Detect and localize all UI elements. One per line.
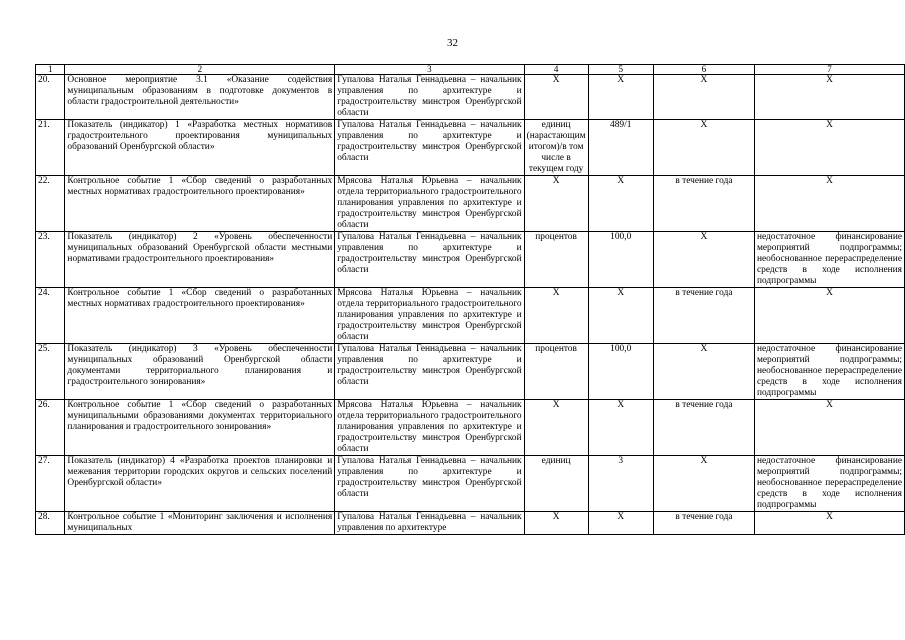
value-cell: 3 [588,456,653,512]
value-cell: Х [588,176,653,232]
deadline-cell: Х [653,75,754,120]
value-cell: 100,0 [588,232,653,288]
measure-name: Контрольное событие 1 «Сбор сведений о разработанных местных нормативах градостроительного проектирования» [65,288,335,344]
table-row [36,400,905,456]
unit-cell: единиц (нарастающим итогом)/в том числе в текущем году [524,120,588,176]
deadline-cell: Х [653,456,754,512]
risk-cell: Х [754,512,904,535]
risk-cell: Х [754,176,904,232]
value-cell: 489/1 [588,120,653,176]
deadline-cell: Х [653,232,754,288]
risk-cell: недостаточное финансирование мероприятий подпрограммы; необоснованное перераспределение средств в ходе исполнения подпрограммы [754,344,904,400]
risk-cell: Х [754,75,904,120]
measure-name: Контрольное событие 1 «Сбор сведений о разработанных муниципальными образованиями документах территориального планирования и градостроительного зонирования» [65,400,335,456]
measure-name: Показатель (индикатор) 4 «Разработка проектов планировки и межевания территории городских округов и сельских поселений Оренбургской области» [65,456,335,512]
measures-table [35,64,905,535]
row-number: 24. [36,288,65,344]
column-header: 1 [36,65,65,75]
unit-cell: Х [524,288,588,344]
measure-name: Основное мероприятие 3.1 «Оказание содействия муниципальным образованиям в подготовке документов в области градостроительной деятельности» [65,75,335,120]
risk-cell: Х [754,120,904,176]
deadline-cell: в течение года [653,512,754,535]
unit-cell: Х [524,176,588,232]
unit-cell: Х [524,400,588,456]
responsible-person: Гупалова Наталья Геннадьевна – начальник управления по архитектуре [335,512,524,535]
value-cell: 100,0 [588,344,653,400]
row-number: 25. [36,344,65,400]
risk-cell: Х [754,400,904,456]
table-row [36,512,905,535]
risk-cell: Х [754,288,904,344]
value-cell: Х [588,288,653,344]
deadline-cell: Х [653,120,754,176]
responsible-person: Гупалова Наталья Геннадьевна – начальник управления по архитектуре и градостроительству минстроя Оренбургской области [335,232,524,288]
table-row [36,75,905,120]
row-number: 20. [36,75,65,120]
table-row [36,344,905,400]
deadline-cell: в течение года [653,400,754,456]
table-row [36,232,905,288]
measure-name: Контрольное событие 1 «Мониторинг заключения и исполнения муниципальных [65,512,335,535]
responsible-person: Мрясова Наталья Юрьевна – начальник отдела территориального градостроительного планирования управления по архитектуре и градостроительству минстроя Оренбургской области [335,288,524,344]
measure-name: Показатель (индикатор) 3 «Уровень обеспеченности муниципальных образований Оренбургской области документами территориального планирования и градостроительного зонирования» [65,344,335,400]
page-number: 32 [447,37,458,49]
deadline-cell: Х [653,344,754,400]
column-header: 3 [335,65,524,75]
measure-name: Показатель (индикатор) 2 «Уровень обеспеченности муниципальных образований Оренбургской области местными нормативами градостроительного проектирования» [65,232,335,288]
table-row [36,176,905,232]
column-header: 4 [524,65,588,75]
table-row [36,120,905,176]
risk-cell: недостаточное финансирование мероприятий подпрограммы; необоснованное перераспределение средств в ходе исполнения подпрограммы [754,232,904,288]
unit-cell: Х [524,75,588,120]
unit-cell: процентов [524,232,588,288]
responsible-person: Гупалова Наталья Геннадьевна – начальник управления по архитектуре и градостроительству минстроя Оренбургской области [335,75,524,120]
row-number: 28. [36,512,65,535]
value-cell: Х [588,400,653,456]
row-number: 22. [36,176,65,232]
deadline-cell: в течение года [653,288,754,344]
deadline-cell: в течение года [653,176,754,232]
column-header: 6 [653,65,754,75]
measure-name: Показатель (индикатор) 1 «Разработка местных нормативов градостроительного проектирования муниципальных образований Оренбургской области» [65,120,335,176]
unit-cell: единиц [524,456,588,512]
row-number: 26. [36,400,65,456]
column-number-row [36,65,905,75]
row-number: 23. [36,232,65,288]
responsible-person: Гупалова Наталья Геннадьевна – начальник управления по архитектуре и градостроительству минстроя Оренбургской области [335,120,524,176]
responsible-person: Гупалова Наталья Геннадьевна – начальник управления по архитектуре и градостроительству минстроя Оренбургской области [335,344,524,400]
table-row [36,288,905,344]
measure-name: Контрольное событие 1 «Сбор сведений о разработанных местных нормативах градостроительного проектирования» [65,176,335,232]
row-number: 27. [36,456,65,512]
value-cell: Х [588,512,653,535]
unit-cell: Х [524,512,588,535]
responsible-person: Гупалова Наталья Геннадьевна – начальник управления по архитектуре и градостроительству минстроя Оренбургской области [335,456,524,512]
column-header: 2 [65,65,335,75]
risk-cell: недостаточное финансирование мероприятий подпрограммы; необоснованное перераспределение средств в ходе исполнения подпрограммы [754,456,904,512]
responsible-person: Мрясова Наталья Юрьевна – начальник отдела территориального градостроительного планирования управления по архитектуре и градостроительству минстроя Оренбургской области [335,400,524,456]
value-cell: Х [588,75,653,120]
column-header: 5 [588,65,653,75]
unit-cell: процентов [524,344,588,400]
row-number: 21. [36,120,65,176]
table-row [36,456,905,512]
responsible-person: Мрясова Наталья Юрьевна – начальник отдела территориального градостроительного планирования управления по архитектуре и градостроительству минстроя Оренбургской области [335,176,524,232]
column-header: 7 [754,65,904,75]
